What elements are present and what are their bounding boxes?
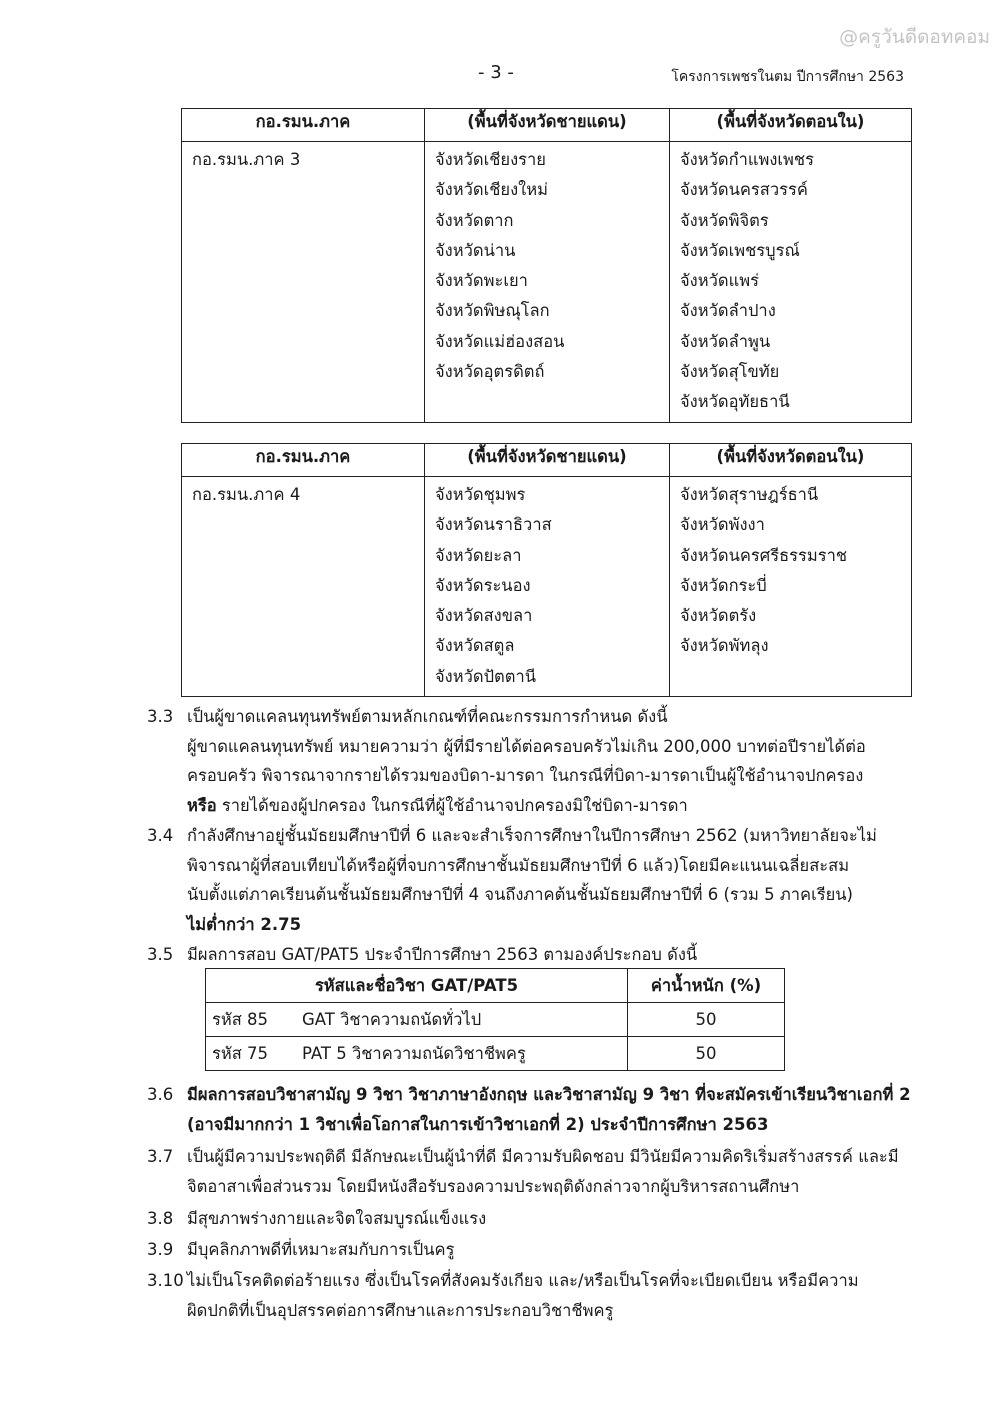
province-item: จังหวัดสตูล	[435, 636, 515, 656]
region-label: กอ.รมน.ภาค 3	[192, 150, 301, 169]
province-item: จังหวัดลำพูน	[680, 331, 771, 351]
province-item: จังหวัดยะลา	[435, 545, 522, 565]
province-item: จังหวัดสงขลา	[435, 606, 533, 626]
item-line: ครอบครัว พิจารณาจากรายได้รวมของบิดา-มารดา ในกรณีที่บิดา-มารดาเป็นผู้ใช้อำนาจปกครอง	[187, 766, 864, 786]
table-row	[206, 1003, 785, 1037]
item-line: นับตั้งแต่ภาคเรียนต้นชั้นมัธยมศึกษาปีที่ 4 จนถึงภาคต้นชั้นมัธยมศึกษาปีที่ 6 (รวม 5 ภาคเรียน)	[187, 885, 853, 905]
header-region: กอ.รมน.ภาค	[182, 109, 425, 142]
province-item: จังหวัดพิษณุโลก	[435, 301, 550, 321]
border-provinces-cell	[425, 142, 670, 423]
header-inner-area: (พื้นที่จังหวัดตอนใน)	[670, 444, 912, 477]
province-item: จังหวัดพิจิตร	[680, 210, 769, 230]
province-item: จังหวัดสุราษฎร์ธานี	[680, 485, 819, 504]
header-border-area: (พื้นที่จังหวัดชายแดน)	[425, 109, 670, 142]
item-line: (อาจมีมากกว่า 1 วิชาเพื่อโอกาสในการเข้าวิชาเอกที่ 2) ประจำปีการศึกษา 2563	[187, 1114, 769, 1134]
inner-provinces-cell	[670, 477, 912, 697]
province-item: จังหวัดลำปาง	[680, 301, 776, 321]
inner-provinces-cell	[670, 142, 912, 423]
item-line: ไม่เป็นโรคติดต่อร้ายแรง ซึ่งเป็นโรคที่สังคมรังเกียจ และ/หรือเป็นโรคที่จะเบียดเบียน หรือมีความ	[187, 1271, 859, 1290]
item-line: จิตอาสาเพื่อส่วนรวม โดยมีหนังสือรับรองความประพฤติดังกล่าวจากผู้บริหารสถานศึกษา	[187, 1176, 800, 1196]
item-line: พิจารณาผู้ที่สอบเทียบได้หรือผู้ที่จบการศึกษาชั้นมัธยมศึกษาปีที่ 6 แล้ว)โดยมีคะแนนเฉลี่ยสะสม	[187, 855, 850, 875]
page-number: - 3 -	[478, 62, 514, 83]
item-number: 3.3	[147, 707, 174, 726]
item-number: 3.6	[147, 1085, 174, 1104]
item-line: ผู้ขาดแคลนทุนทรัพย์ หมายความว่า ผู้ที่มีรายได้ต่อครอบครัวไม่เกิน 200,000 บาทต่อปีรายได้ต่อ	[187, 736, 866, 756]
gpa-requirement: ไม่ต่ำกว่า 2.75	[187, 914, 302, 934]
item-3-4	[147, 821, 907, 939]
item-line: เป็นผู้ขาดแคลนทุนทรัพย์ตามหลักเกณฑ์ที่คณะกรรมการกำหนด ดังนี้	[187, 707, 668, 726]
item-line-rest: รายได้ของผู้ปกครอง ในกรณีที่ผู้ใช้อำนาจปกครองมิใช่บิดา-มารดา	[216, 795, 688, 815]
item-3-7	[147, 1142, 907, 1201]
province-item: จังหวัดเชียงราย	[435, 150, 546, 169]
province-table-region-3	[181, 108, 912, 423]
border-provinces-cell	[425, 477, 670, 697]
region-cell	[182, 477, 425, 697]
province-item: จังหวัดแม่ฮ่องสอน	[435, 331, 565, 351]
region-cell	[182, 142, 425, 423]
item-line	[187, 791, 907, 821]
header-border-area: (พื้นที่จังหวัดชายแดน)	[425, 444, 670, 477]
province-item: จังหวัดนครสวรรค์	[680, 180, 808, 200]
province-table-region-4	[181, 443, 912, 697]
project-title: โครงการเพชรในตม ปีการศึกษา 2563	[671, 69, 904, 85]
item-3-10	[147, 1266, 907, 1325]
province-item: จังหวัดอุตรดิตถ์	[435, 362, 545, 382]
item-number: 3.9	[147, 1240, 174, 1259]
province-item: จังหวัดตาก	[435, 210, 514, 230]
item-3-6	[147, 1080, 911, 1139]
item-line: ผิดปกติที่เป็นอุปสรรคต่อการศึกษาและการประกอบวิชาชีพครู	[187, 1300, 614, 1320]
province-item: จังหวัดสุโขทัย	[680, 362, 780, 382]
item-3-3	[147, 702, 907, 820]
header-inner-area: (พื้นที่จังหวัดตอนใน)	[670, 109, 912, 142]
province-item: จังหวัดตรัง	[680, 606, 757, 626]
item-number: 3.5	[147, 945, 174, 964]
item-line: มีผลการสอบ GAT/PAT5 ประจำปีการศึกษา 2563 ตามองค์ประกอบ ดังนี้	[187, 945, 698, 964]
province-item: จังหวัดกำแพงเพชร	[680, 150, 814, 169]
province-item: จังหวัดนราธิวาส	[435, 515, 552, 535]
table-row	[206, 1037, 785, 1071]
item-3-9	[147, 1235, 907, 1265]
item-number: 3.4	[147, 826, 174, 845]
header-weight: ค่าน้ำหนัก (%)	[628, 969, 785, 1003]
province-item: จังหวัดพังงา	[680, 515, 765, 535]
province-item: จังหวัดชุมพร	[435, 485, 526, 504]
province-item: จังหวัดพะเยา	[435, 271, 528, 291]
province-item: จังหวัดเพชรบูรณ์	[680, 240, 800, 260]
region-label: กอ.รมน.ภาค 4	[192, 485, 301, 504]
subject-weight: 50	[628, 1037, 785, 1071]
item-3-5	[147, 940, 907, 970]
province-item: จังหวัดน่าน	[435, 240, 516, 260]
item-line: มีสุขภาพร่างกายและจิตใจสมบูรณ์แข็งแรง	[187, 1209, 487, 1228]
subject-code: รหัส 75	[212, 1043, 269, 1063]
subject-code: รหัส 85	[212, 1009, 269, 1029]
header-subject: รหัสและชื่อวิชา GAT/PAT5	[206, 969, 628, 1003]
item-number: 3.8	[147, 1209, 174, 1228]
header-region: กอ.รมน.ภาค	[182, 444, 425, 477]
province-item: จังหวัดกระบี่	[680, 575, 767, 595]
province-item: จังหวัดนครศรีธรรมราช	[680, 545, 848, 565]
gat-pat-table	[205, 968, 785, 1071]
item-line: กำลังศึกษาอยู่ชั้นมัธยมศึกษาปีที่ 6 และจะสำเร็จการศึกษาในปีการศึกษา 2562 (มหาวิทยาลัยจะไม่	[187, 826, 877, 845]
bold-word: หรือ	[187, 795, 217, 815]
subject-name: GAT วิชาความถนัดทั่วไป	[302, 1009, 482, 1029]
item-number: 3.10	[147, 1271, 184, 1290]
item-line: มีผลการสอบวิชาสามัญ 9 วิชา วิชาภาษาอังกฤษ และวิชาสามัญ 9 วิชา ที่จะสมัครเข้าเรียนวิชาเอกที่ 2	[187, 1085, 911, 1104]
subject-name: PAT 5 วิชาความถนัดวิชาชีพครู	[302, 1043, 526, 1063]
province-item: จังหวัดปัตตานี	[435, 666, 537, 686]
item-line: มีบุคลิกภาพดีที่เหมาะสมกับการเป็นครู	[187, 1240, 455, 1259]
province-item: จังหวัดอุทัยธานี	[680, 392, 790, 412]
subject-weight: 50	[628, 1003, 785, 1037]
watermark-text: @ครูวันดีดอทคอม	[839, 26, 990, 48]
item-line: เป็นผู้มีความประพฤติดี มีลักษณะเป็นผู้นำที่ดี มีความรับผิดชอบ มีวินัยมีความคิดริเริ่มสร้างสรรค์ และมี	[187, 1147, 899, 1166]
province-item: จังหวัดระนอง	[435, 575, 531, 595]
province-item: จังหวัดแพร่	[680, 271, 759, 291]
item-3-8	[147, 1204, 907, 1234]
province-item: จังหวัดพัทลุง	[680, 636, 769, 656]
province-item: จังหวัดเชียงใหม่	[435, 180, 548, 200]
item-number: 3.7	[147, 1147, 174, 1166]
